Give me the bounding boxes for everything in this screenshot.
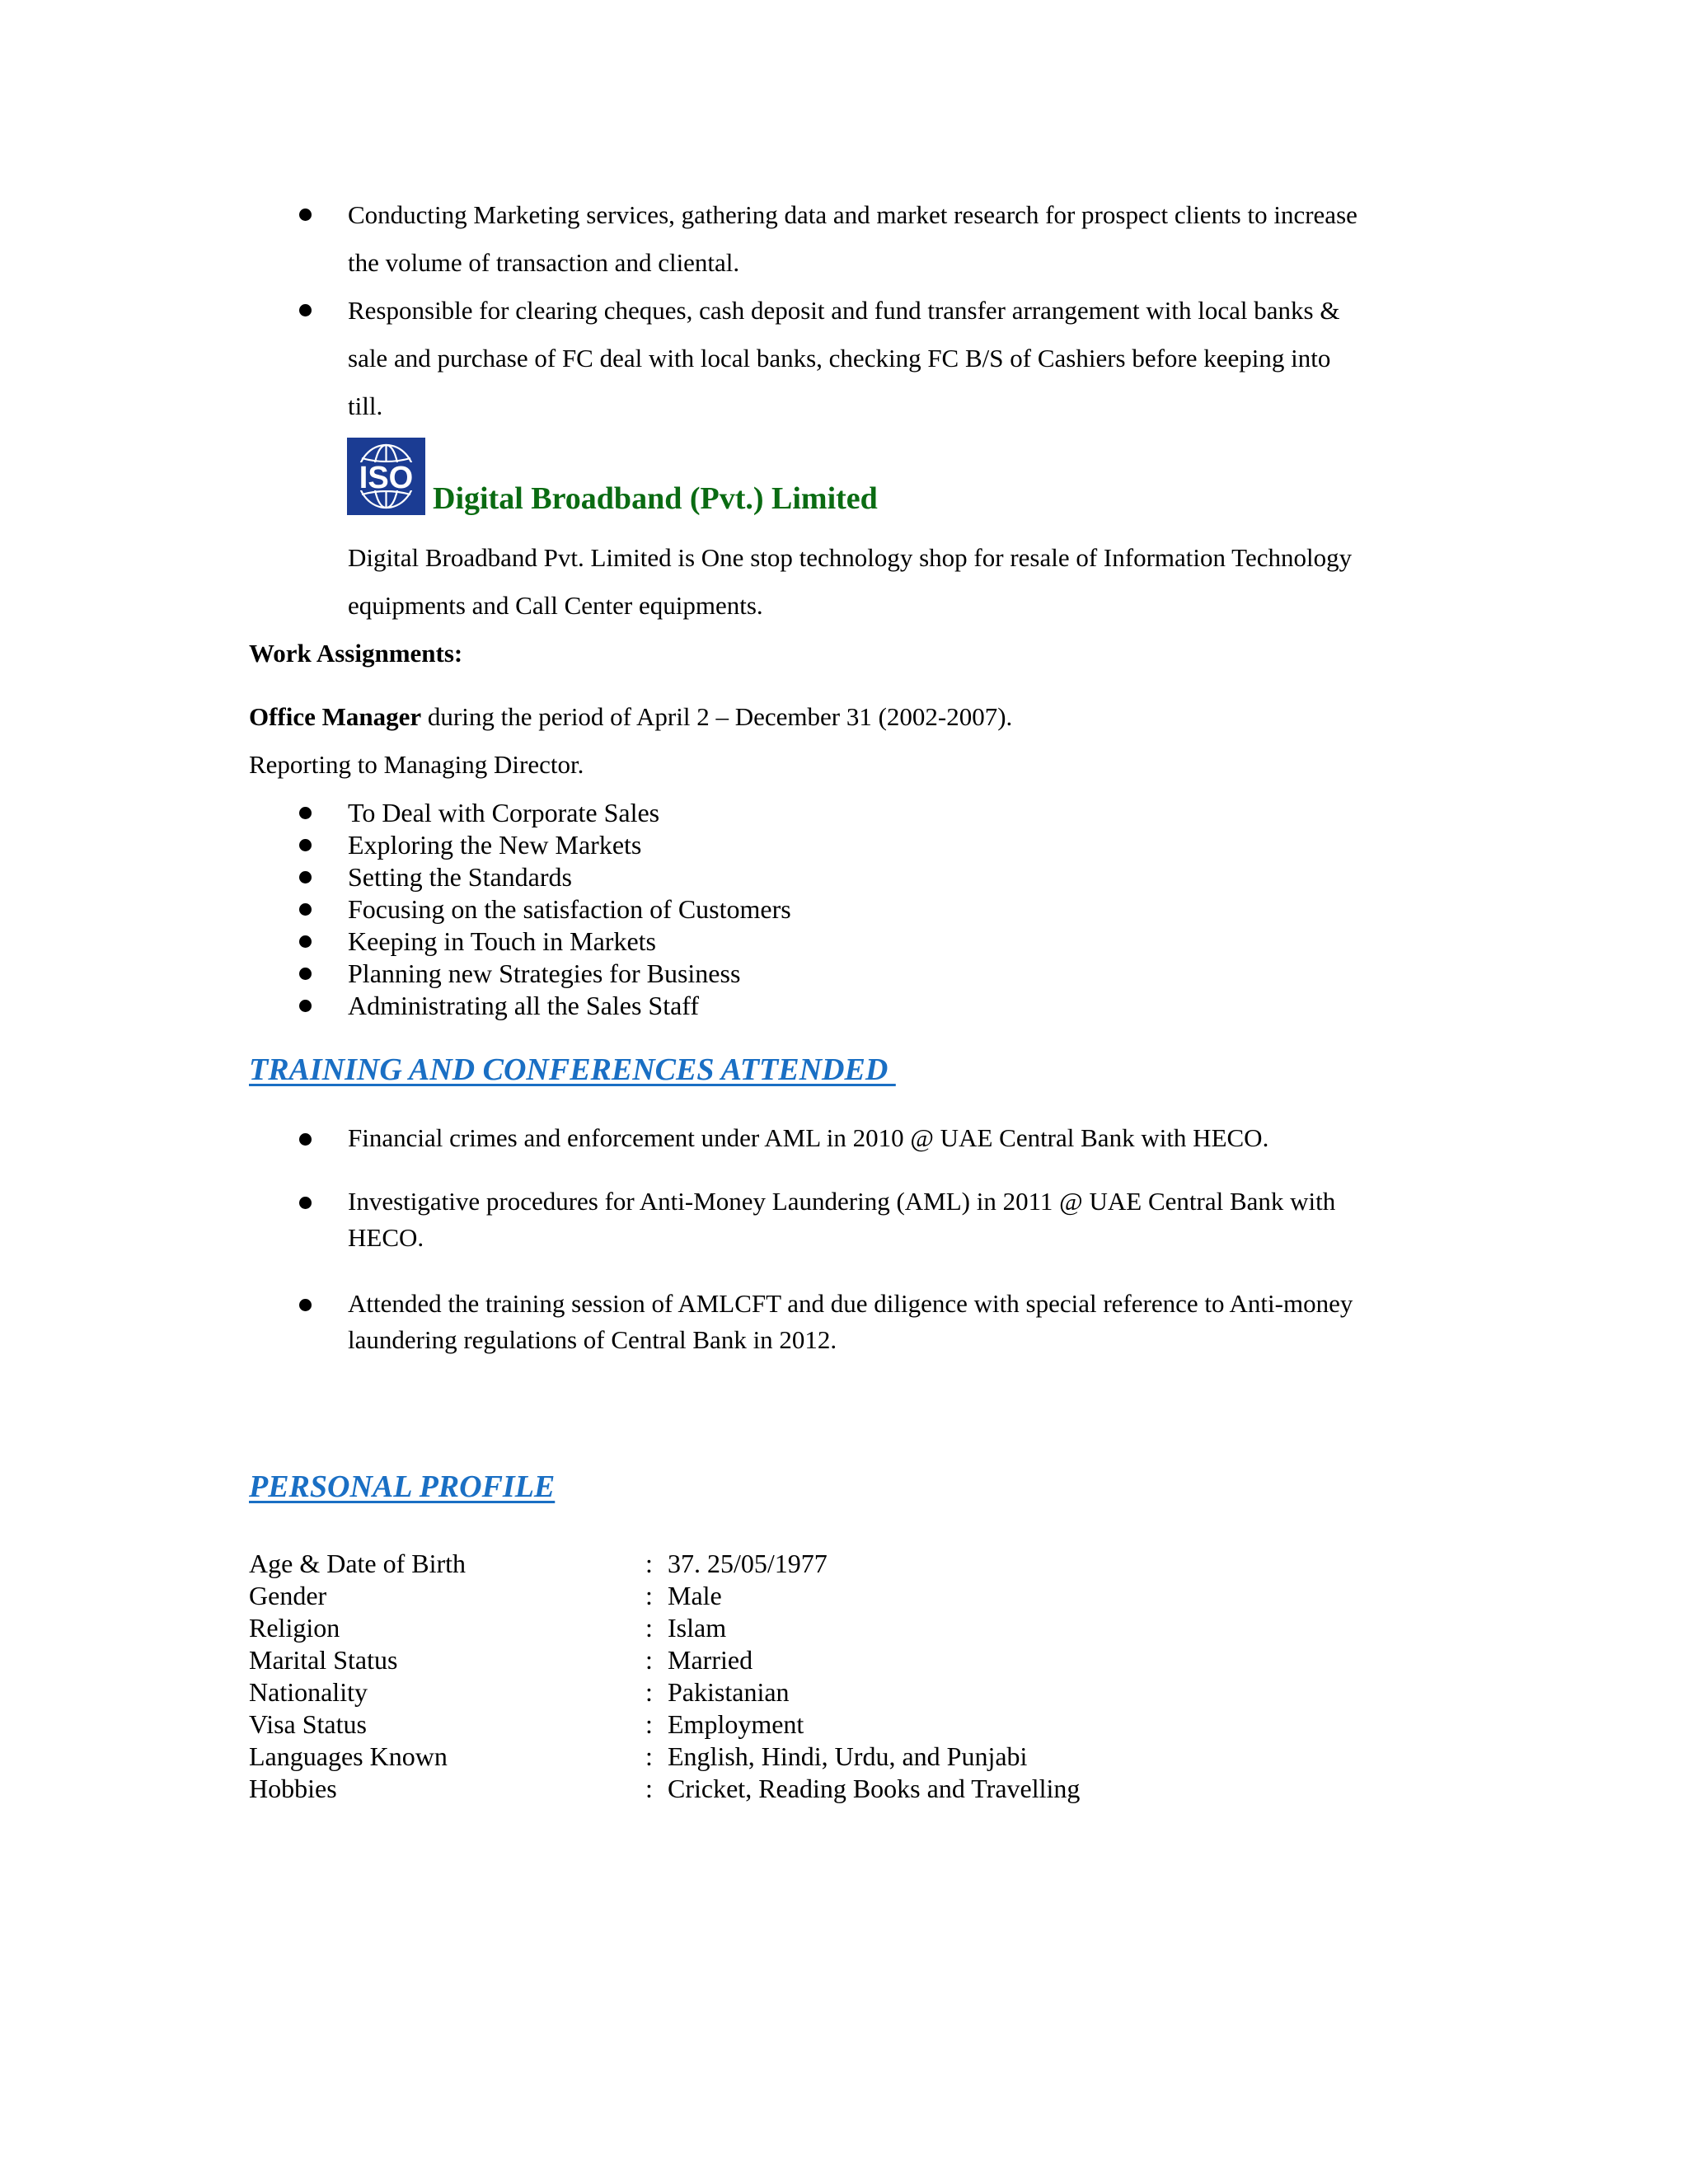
profile-value: Employment (668, 1709, 804, 1739)
bullet-dot (299, 1197, 312, 1209)
profile-separator: : (645, 1581, 653, 1610)
profile-value: Islam (668, 1613, 727, 1643)
duty-item: Keeping in Touch in Markets (348, 926, 656, 956)
profile-separator: : (645, 1709, 653, 1739)
profile-separator: : (645, 1741, 653, 1771)
bullet-dot (299, 304, 312, 316)
profile-label: Nationality (249, 1677, 368, 1707)
profile-label: Languages Known (249, 1741, 448, 1771)
intro-bullet-line: sale and purchase of FC deal with local banks, checking FC B/S of Cashiers before keeping into (348, 344, 1331, 373)
profile-value: 37. 25/05/1977 (668, 1549, 828, 1578)
profile-separator: : (645, 1613, 653, 1643)
training-item (348, 1183, 1444, 1256)
bullet-dot (299, 935, 312, 948)
role-title: Office Manager (249, 702, 422, 731)
intro-bullet-line: till. (348, 391, 383, 420)
profile-label: Marital Status (249, 1645, 398, 1675)
profile-label: Gender (249, 1581, 327, 1610)
duty-item: Planning new Strategies for Business (348, 958, 741, 988)
intro-bullet-text (348, 191, 1439, 287)
profile-separator: : (645, 1645, 653, 1675)
bullet-dot (299, 1299, 312, 1311)
profile-label: Age & Date of Birth (249, 1549, 467, 1578)
duty-item: To Deal with Corporate Sales (348, 798, 660, 827)
profile-value: Cricket, Reading Books and Travelling (668, 1774, 1081, 1803)
bullet-dot (299, 1000, 312, 1012)
profile-separator: : (645, 1774, 653, 1803)
intro-bullet-text (348, 287, 1439, 430)
training-heading: TRAINING AND CONFERENCES ATTENDED (249, 1052, 896, 1087)
training-item-line: Investigative procedures for Anti-Money Laundering (AML) in 2011 @ UAE Central Bank with (348, 1187, 1336, 1216)
bullet-dot (299, 839, 312, 851)
bullet-dot (299, 871, 312, 883)
intro-bullet-line: the volume of transaction and cliental. (348, 248, 740, 277)
profile-value: Married (668, 1645, 753, 1675)
reporting-line: Reporting to Managing Director. (249, 750, 584, 779)
iso-globe-icon (347, 438, 425, 515)
role-period: during the period of April 2 – December 31 (2002-2007). (421, 702, 1013, 731)
company-description-line: equipments and Call Center equipments. (348, 591, 763, 620)
profile-separator: : (645, 1549, 653, 1578)
training-item-line: HECO. (348, 1223, 424, 1252)
training-item-line: Financial crimes and enforcement under AML in 2010 @ UAE Central Bank with HECO. (348, 1123, 1269, 1152)
bullet-dot (299, 1133, 312, 1146)
profile-separator: : (645, 1677, 653, 1707)
work-assignments-heading: Work Assignments: (249, 639, 463, 668)
training-item-line: laundering regulations of Central Bank in 2012. (348, 1325, 837, 1354)
training-item-line: Attended the training session of AMLCFT and due diligence with special reference to Anti-money (348, 1289, 1353, 1318)
duty-item: Administrating all the Sales Staff (348, 991, 700, 1020)
profile-value: English, Hindi, Urdu, and Punjabi (668, 1741, 1028, 1771)
duty-item: Focusing on the satisfaction of Customers (348, 894, 791, 924)
company-name: Digital Broadband (Pvt.) Limited (433, 481, 878, 516)
profile-label: Visa Status (249, 1709, 367, 1739)
bullet-dot (299, 968, 312, 980)
training-item (348, 1120, 1444, 1156)
personal-profile-heading: PERSONAL PROFILE (249, 1469, 556, 1504)
profile-label: Religion (249, 1613, 340, 1643)
role-line (249, 693, 1012, 741)
intro-bullet-line: Responsible for clearing cheques, cash deposit and fund transfer arrangement with local banks & (348, 296, 1340, 325)
duty-item: Setting the Standards (348, 862, 572, 892)
iso-logo (347, 438, 425, 515)
bullet-dot (299, 903, 312, 916)
bullet-dot (299, 807, 312, 819)
intro-bullet-line: Conducting Marketing services, gathering data and market research for prospect clients to increase (348, 200, 1357, 229)
svg-text:ISO: ISO (359, 461, 414, 495)
profile-label: Hobbies (249, 1774, 337, 1803)
training-item (348, 1286, 1444, 1358)
company-description (348, 534, 1439, 630)
duty-item: Exploring the New Markets (348, 830, 642, 860)
bullet-dot (299, 209, 312, 221)
profile-value: Pakistanian (668, 1677, 790, 1707)
profile-value: Male (668, 1581, 722, 1610)
company-description-line: Digital Broadband Pvt. Limited is One stop technology shop for resale of Information Technology (348, 543, 1353, 572)
